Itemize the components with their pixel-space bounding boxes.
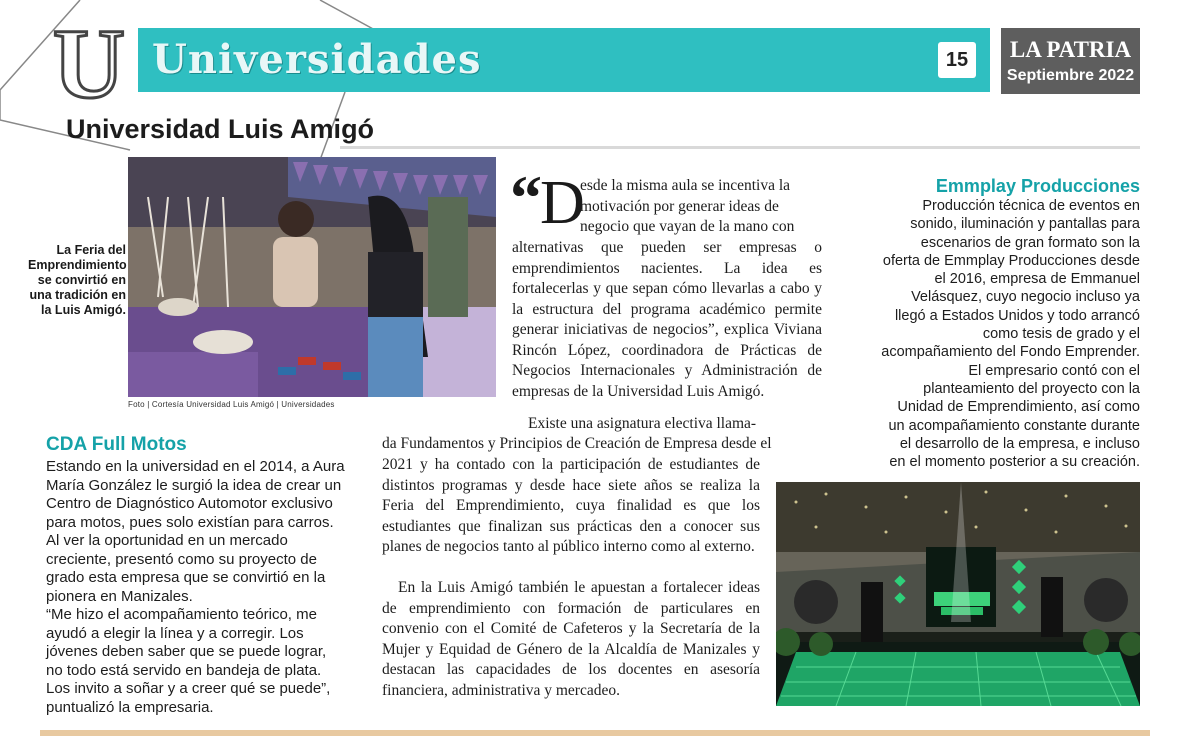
issue-date: Septiembre 2022: [1006, 67, 1135, 84]
cda-paragraph: Estando en la universidad en el 2014, a Aura María González le surgió la idea de crear un Centro de Diagnóstico Automotor exclusivo para motos, pues solo existían para carros. Al ver la oportunidad en un mercado creciente, presentó como su proyecto de grado esta empresa que se convirtió en la pionera en Manizales.: [46, 458, 345, 605]
intro-line: esde la misma aula se incentiva la: [580, 177, 791, 194]
emmplay-body: [880, 197, 1140, 471]
fair-photo-illustration: [128, 157, 496, 397]
intro-line: motivación por generar ideas de: [580, 197, 779, 215]
paragraph-3: En la Luis Amigó también le apuestan a fortalecer ideas de emprendimiento con formación de particulares en convenio con el Comité de Cafeteros y la Secretaría de la Mujer y Equidad de Género de la Alcaldía de Manizales y destacan las capacidades de los docentes en asesoría financiera, administrativa y mercadeo.: [382, 579, 760, 699]
newspaper-masthead: [1001, 28, 1140, 94]
paragraph-2-start: Existe una asignatura electiva llama-: [528, 415, 757, 432]
stage-photo: [776, 482, 1140, 706]
section-title: Universidades: [152, 36, 482, 83]
emmplay-paragraph: El empresario contó con el planteamiento del proyecto con la Unidad de Emprendimiento, así como un acompañamiento constante durante el desarrollo de la empresa, e incluso en el momento posterior a su creación.: [888, 362, 1140, 471]
subheading-cda: CDA Full Motos: [46, 434, 187, 455]
article-headline: Universidad Luis Amigó: [66, 114, 375, 144]
drop-cap: D: [540, 169, 585, 237]
emmplay-paragraph: Producción técnica de eventos en sonido, iluminación y pantallas para escenarios de gran formato son la oferta de Emmplay Producciones desde el 2016, empresa de Emmanuel Velásquez, cuyo negocio incluso ya llegó a Estados Unidos y todo arrancó como tesis de grado y el acompañamiento del Fondo Emprender.: [881, 198, 1140, 361]
section-logo-letter: U: [44, 14, 134, 114]
paragraph-2-rest: 2021 y ha contado con la participación de estudiantes de distintos programas y desde hace siete años se realiza la Feria del Emprendimiento, cuya finalidad es que los estudiantes que finalizan sus prácticas den a conocer sus planes de negocios tanto al público interno como al externo.: [382, 456, 760, 555]
intro-lines: [580, 176, 820, 238]
newspaper-name: LA PATRIA: [1009, 37, 1132, 62]
page-bottom-rule: [40, 730, 1150, 736]
paragraph-1: alternativas que pueden ser empresas o emprendimientos nacientes. La idea es fortalecerlas y que sepan cómo llevarlas a cabo y la estructura del programa académico permite generar iniciativas de negocios”, explica Viviana Rincón López, coordinadora de Prácticas de Negocios Internacionales y Administración de empresas de la Universidad Luis Amigó.: [512, 239, 822, 400]
intro-line: negocio que vayan de la mano con: [580, 218, 795, 235]
page-number: 15: [938, 42, 976, 78]
photo-credit: Foto | Cortesía Universidad Luis Amigó | Universidades: [128, 400, 335, 409]
header-rule: [340, 146, 1140, 149]
stage-photo-illustration: [776, 482, 1140, 706]
paragraph-2-line: da Fundamentos y Principios de Creación de Empresa desde el: [382, 435, 772, 452]
cda-body: [46, 458, 346, 717]
subheading-emmplay: Emmplay Producciones: [935, 176, 1140, 196]
fair-photo: [128, 157, 496, 397]
photo-caption: La Feria del Emprendimiento se convirtió en una tradición en la Luis Amigó.: [28, 243, 127, 317]
cda-quote-paragraph: “Me hizo el acompañamiento teórico, me ayudó a elegir la línea y a corregir. Los jóvenes deben saber que se puede lograr, no todo está servido en bandeja de plata. Los invito a soñar y a creer qué se puede”, puntualizó la empresaria.: [46, 606, 331, 716]
opening-quote-mark: “: [510, 162, 542, 233]
